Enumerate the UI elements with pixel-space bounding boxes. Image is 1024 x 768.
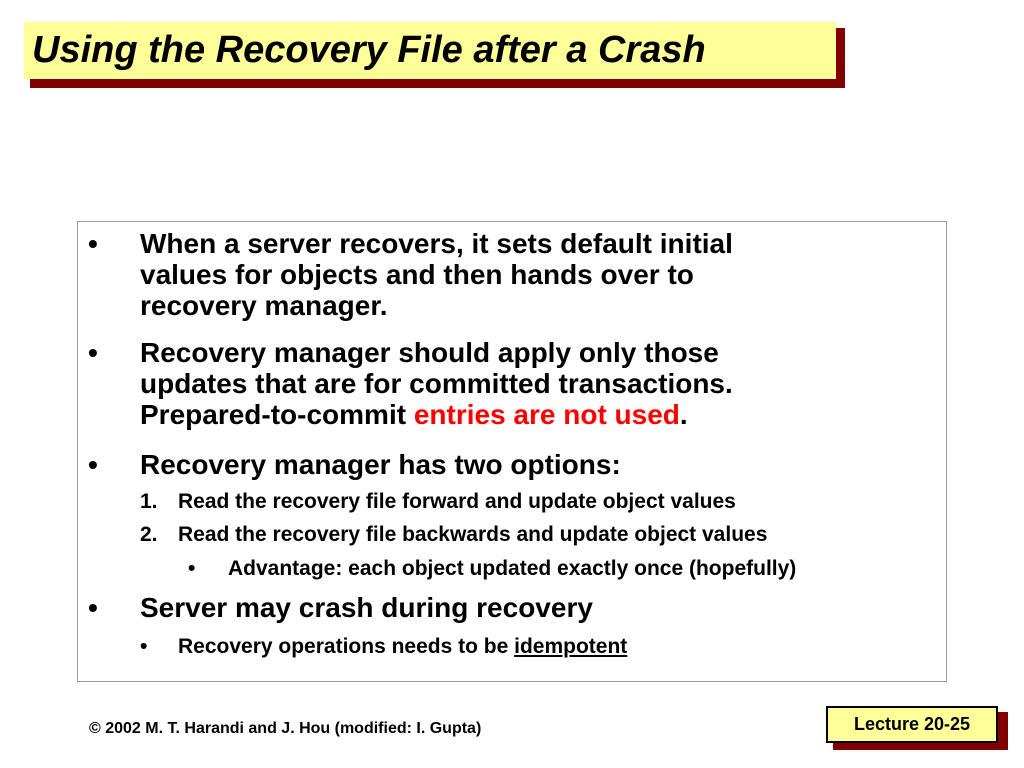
bullet-line-prefix: Prepared-to-commit	[140, 399, 414, 430]
bullet-line	[140, 399, 733, 430]
bullet-marker: •	[88, 228, 98, 259]
option-2	[140, 523, 767, 547]
bullet-1-text	[140, 228, 733, 321]
bullet-line: recovery manager.	[140, 290, 388, 321]
bullet-line: values for objects and then hands over to	[140, 259, 694, 290]
bullet-line: Recovery manager should apply only those	[140, 337, 719, 368]
bullet-4-text: Server may crash during recovery	[140, 592, 593, 623]
lecture-label: Lecture 20-25	[826, 706, 998, 743]
bullet-marker: •	[140, 635, 148, 658]
bullet-3-text: Recovery manager has two options:	[140, 449, 621, 480]
bullet-2-text	[140, 337, 733, 430]
sub-bullet-text: Advantage: each object updated exactly once (hopefully)	[228, 557, 797, 580]
option-1	[140, 490, 736, 514]
bullet-1	[88, 228, 733, 321]
bullet-line: updates that are for committed transactions.	[140, 368, 733, 399]
bullet-marker: •	[188, 557, 196, 580]
sub-bullet-idempotent	[140, 635, 627, 659]
bullet-line: When a server recovers, it sets default initial	[140, 228, 733, 259]
bullet-4	[88, 592, 593, 623]
bullet-3	[88, 449, 621, 480]
bullet-marker: •	[88, 337, 98, 368]
option-marker: 2.	[140, 523, 158, 546]
footer-copyright: © 2002 M. T. Harandi and J. Hou (modified: I. Gupta)	[89, 720, 482, 737]
slide-title: Using the Recovery File after a Crash	[24, 22, 836, 79]
sub-bullet-prefix: Recovery operations needs to be	[178, 635, 515, 658]
emphasis-text: entries are not used	[413, 399, 680, 430]
content-box	[77, 221, 947, 682]
bullet-line-suffix: .	[679, 399, 688, 430]
sub-bullet-advantage	[188, 557, 796, 581]
bullet-marker: •	[88, 592, 98, 623]
sub-bullet-text	[178, 635, 627, 658]
option-text: Read the recovery file backwards and update object values	[178, 523, 768, 546]
option-marker: 1.	[140, 490, 158, 513]
bullet-2	[88, 337, 733, 430]
option-text: Read the recovery file forward and update object values	[178, 490, 736, 513]
bullet-marker: •	[88, 449, 98, 480]
idempotent-term: idempotent	[514, 635, 628, 658]
